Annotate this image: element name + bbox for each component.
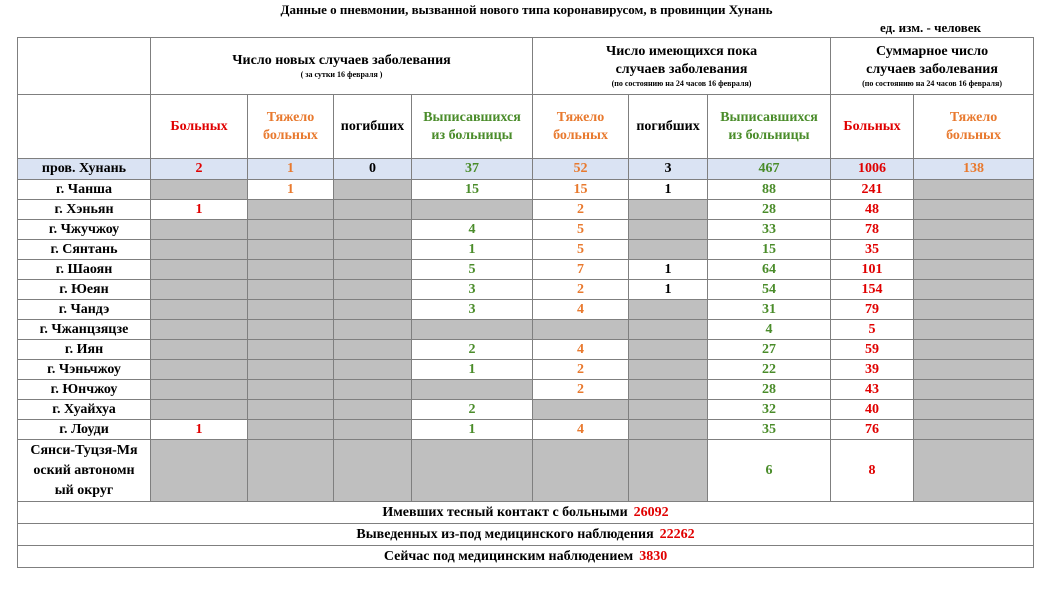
hdr-cur-dead: погибших (629, 95, 708, 159)
cell-total-sick: 5 (831, 320, 914, 340)
unit-label: ед. изм. - человек (880, 20, 981, 35)
cell-new-severe (248, 440, 334, 502)
cell-total-sick: 101 (831, 260, 914, 280)
cell-new-dead (334, 300, 412, 320)
cell-new-sick (151, 340, 248, 360)
cell-new-dead (334, 220, 412, 240)
cell-total-sick: 79 (831, 300, 914, 320)
cell-new-discharged: 2 (412, 340, 533, 360)
cell-cur-discharged: 64 (708, 260, 831, 280)
cell-new-severe (248, 260, 334, 280)
footer-contact-row (18, 502, 1034, 524)
cell-total-sick: 1006 (831, 159, 914, 180)
cell-total-sick: 40 (831, 400, 914, 420)
row-name: г. Шаоян (18, 260, 151, 280)
cell-cur-severe: 4 (533, 300, 629, 320)
cell-new-discharged: 2 (412, 400, 533, 420)
corner-cell (18, 38, 151, 95)
cell-new-sick (151, 220, 248, 240)
cell-cur-dead (629, 440, 708, 502)
cell-cur-dead (629, 400, 708, 420)
city-row (18, 340, 1034, 360)
cell-new-sick (151, 320, 248, 340)
cell-total-severe (914, 380, 1034, 400)
city-row (18, 380, 1034, 400)
cell-new-discharged: 3 (412, 280, 533, 300)
group-new-title: Число новых случаев заболевания (232, 53, 451, 68)
cell-cur-discharged: 15 (708, 240, 831, 260)
cell-total-severe (914, 240, 1034, 260)
cell-cur-severe (533, 440, 629, 502)
group-current-note: (по состоянию на 24 часов 16 февраля) (611, 79, 752, 88)
cell-cur-dead: 1 (629, 280, 708, 300)
cell-total-severe (914, 360, 1034, 380)
hdr-new-dead: погибших (334, 95, 412, 159)
cell-new-severe (248, 220, 334, 240)
cell-cur-severe: 7 (533, 260, 629, 280)
group-current-title-2: случаев заболевания (615, 62, 748, 77)
row-name: г. Лоуди (18, 420, 151, 440)
hdr-new-severe: Тяжело больных (248, 95, 334, 159)
city-row (18, 260, 1034, 280)
group-total-title-1: Суммарное число (875, 44, 989, 59)
cell-new-dead: 0 (334, 159, 412, 180)
cell-new-sick (151, 400, 248, 420)
cell-total-severe (914, 340, 1034, 360)
cell-cur-discharged: 27 (708, 340, 831, 360)
cell-total-sick: 78 (831, 220, 914, 240)
group-header-row (18, 38, 1034, 95)
cell-total-severe (914, 180, 1034, 200)
city-row (18, 220, 1034, 240)
cell-new-dead (334, 440, 412, 502)
cell-cur-severe: 2 (533, 200, 629, 220)
hdr-total-sick: Больных (831, 95, 914, 159)
cell-total-sick: 35 (831, 240, 914, 260)
cell-cur-dead (629, 300, 708, 320)
cell-new-severe (248, 200, 334, 220)
group-total-note: (по состоянию на 24 часов 16 февраля) (862, 79, 1002, 88)
data-table (17, 37, 1034, 568)
cell-new-dead (334, 260, 412, 280)
cell-cur-dead (629, 220, 708, 240)
cell-new-dead (334, 180, 412, 200)
row-name: г. Чанша (18, 180, 151, 200)
cell-new-discharged: 5 (412, 260, 533, 280)
cell-cur-discharged: 33 (708, 220, 831, 240)
city-row (18, 420, 1034, 440)
cell-cur-dead (629, 200, 708, 220)
row-name: г. Хэньян (18, 200, 151, 220)
cell-new-severe (248, 300, 334, 320)
city-row (18, 320, 1034, 340)
cell-new-discharged (412, 200, 533, 220)
cell-new-sick (151, 240, 248, 260)
cell-total-severe (914, 220, 1034, 240)
cell-new-dead (334, 280, 412, 300)
province-row (18, 159, 1034, 180)
cell-total-sick: 48 (831, 200, 914, 220)
cell-new-dead (334, 420, 412, 440)
cell-new-discharged: 1 (412, 240, 533, 260)
cell-cur-dead (629, 420, 708, 440)
cell-total-severe (914, 200, 1034, 220)
cell-cur-dead (629, 320, 708, 340)
hdr-cur-discharged: Выписавшихся из больницы (708, 95, 831, 159)
cell-total-severe: 138 (914, 159, 1034, 180)
cell-total-severe (914, 260, 1034, 280)
row-name: г. Чэньчжоу (18, 360, 151, 380)
cell-cur-severe (533, 400, 629, 420)
group-current-title-1: Число имеющихся пока (605, 44, 758, 59)
cell-total-sick: 59 (831, 340, 914, 360)
city-row (18, 240, 1034, 260)
cell-total-sick: 43 (831, 380, 914, 400)
autonomous-row (18, 440, 1034, 502)
city-row (18, 200, 1034, 220)
city-row (18, 400, 1034, 420)
row-name: г. Чжанцзяцзе (18, 320, 151, 340)
cell-new-severe: 1 (248, 180, 334, 200)
row-name: г. Иян (18, 340, 151, 360)
cell-total-severe (914, 300, 1034, 320)
cell-cur-dead (629, 380, 708, 400)
cell-total-severe (914, 420, 1034, 440)
corner-cell-2 (18, 95, 151, 159)
cell-new-sick: 1 (151, 200, 248, 220)
cell-new-dead (334, 380, 412, 400)
cell-new-sick (151, 180, 248, 200)
cell-new-sick (151, 300, 248, 320)
row-name: г. Сянтань (18, 240, 151, 260)
cell-new-severe: 1 (248, 159, 334, 180)
cell-cur-discharged: 28 (708, 380, 831, 400)
cell-cur-discharged: 88 (708, 180, 831, 200)
footer-contact: Имевших тесный контакт с больными 26092 (18, 502, 1034, 524)
cell-new-dead (334, 240, 412, 260)
footer-observed: Сейчас под медицинским наблюдением 3830 (18, 546, 1034, 568)
cell-new-sick (151, 380, 248, 400)
cell-new-discharged: 4 (412, 220, 533, 240)
cell-new-sick (151, 280, 248, 300)
cell-cur-severe: 4 (533, 420, 629, 440)
cell-new-dead (334, 320, 412, 340)
cell-total-severe (914, 400, 1034, 420)
group-total-title-2: случаев заболевания (866, 62, 998, 77)
cell-cur-dead (629, 360, 708, 380)
cell-new-dead (334, 200, 412, 220)
cell-new-discharged: 3 (412, 300, 533, 320)
row-name: г. Юеян (18, 280, 151, 300)
cell-total-sick: 76 (831, 420, 914, 440)
cell-cur-dead: 1 (629, 260, 708, 280)
cell-new-discharged: 37 (412, 159, 533, 180)
cell-cur-discharged: 467 (708, 159, 831, 180)
cell-new-sick (151, 260, 248, 280)
hdr-new-discharged: Выписавшихся из больницы (412, 95, 533, 159)
cell-cur-severe: 2 (533, 380, 629, 400)
cell-new-severe (248, 340, 334, 360)
footer-observed-row (18, 546, 1034, 568)
cell-cur-severe (533, 320, 629, 340)
hdr-cur-severe: Тяжело больных (533, 95, 629, 159)
cell-new-discharged: 1 (412, 420, 533, 440)
cell-cur-severe: 5 (533, 220, 629, 240)
cell-new-discharged (412, 380, 533, 400)
cell-new-severe (248, 400, 334, 420)
city-row (18, 300, 1034, 320)
cell-cur-dead (629, 340, 708, 360)
hdr-total-severe: Тяжело больных (914, 95, 1034, 159)
cell-new-dead (334, 340, 412, 360)
cell-new-sick (151, 440, 248, 502)
cell-cur-severe: 2 (533, 280, 629, 300)
row-name: пров. Хунань (18, 159, 151, 180)
cell-cur-discharged: 54 (708, 280, 831, 300)
cell-new-dead (334, 400, 412, 420)
row-name: г. Хуайхуа (18, 400, 151, 420)
cell-new-sick (151, 360, 248, 380)
city-row (18, 180, 1034, 200)
cell-cur-dead: 1 (629, 180, 708, 200)
page-title: Данные о пневмонии, вызванной нового типа коронавирусом, в провинции Хунань (280, 2, 773, 17)
cell-cur-severe: 15 (533, 180, 629, 200)
group-new-note: ( за сутки 16 февраля ) (300, 70, 383, 79)
hdr-new-sick: Больных (151, 95, 248, 159)
row-name: г. Юнчжоу (18, 380, 151, 400)
cell-new-severe (248, 380, 334, 400)
cell-total-severe (914, 440, 1034, 502)
group-total-cases (831, 38, 1034, 95)
cell-total-severe (914, 280, 1034, 300)
cell-cur-discharged: 28 (708, 200, 831, 220)
cell-new-sick: 2 (151, 159, 248, 180)
cell-cur-discharged: 4 (708, 320, 831, 340)
cell-new-discharged (412, 320, 533, 340)
cell-cur-discharged: 35 (708, 420, 831, 440)
cell-cur-dead (629, 240, 708, 260)
cell-new-discharged (412, 440, 533, 502)
cell-total-sick: 241 (831, 180, 914, 200)
group-new-cases (151, 38, 533, 95)
row-name: Сянси-Туцзя-Мя оский автономн ый округ (18, 440, 151, 502)
cell-new-severe (248, 360, 334, 380)
cell-new-discharged: 15 (412, 180, 533, 200)
cell-cur-discharged: 6 (708, 440, 831, 502)
cell-new-dead (334, 360, 412, 380)
cell-cur-severe: 5 (533, 240, 629, 260)
cell-total-sick: 8 (831, 440, 914, 502)
row-name: г. Чандэ (18, 300, 151, 320)
cell-new-sick: 1 (151, 420, 248, 440)
cell-cur-severe: 2 (533, 360, 629, 380)
sub-header-row (18, 95, 1034, 159)
cell-new-severe (248, 320, 334, 340)
cell-new-severe (248, 280, 334, 300)
cell-cur-dead: 3 (629, 159, 708, 180)
cell-new-severe (248, 420, 334, 440)
cell-cur-severe: 4 (533, 340, 629, 360)
group-current-cases (533, 38, 831, 95)
cell-cur-severe: 52 (533, 159, 629, 180)
cell-total-severe (914, 320, 1034, 340)
cell-new-discharged: 1 (412, 360, 533, 380)
city-row (18, 280, 1034, 300)
cell-total-sick: 154 (831, 280, 914, 300)
footer-released-row (18, 524, 1034, 546)
footer-released: Выведенных из-под медицинского наблюдения 22262 (18, 524, 1034, 546)
cell-cur-discharged: 22 (708, 360, 831, 380)
cell-new-severe (248, 240, 334, 260)
cell-cur-discharged: 32 (708, 400, 831, 420)
cell-cur-discharged: 31 (708, 300, 831, 320)
cell-total-sick: 39 (831, 360, 914, 380)
row-name: г. Чжучжоу (18, 220, 151, 240)
city-row (18, 360, 1034, 380)
